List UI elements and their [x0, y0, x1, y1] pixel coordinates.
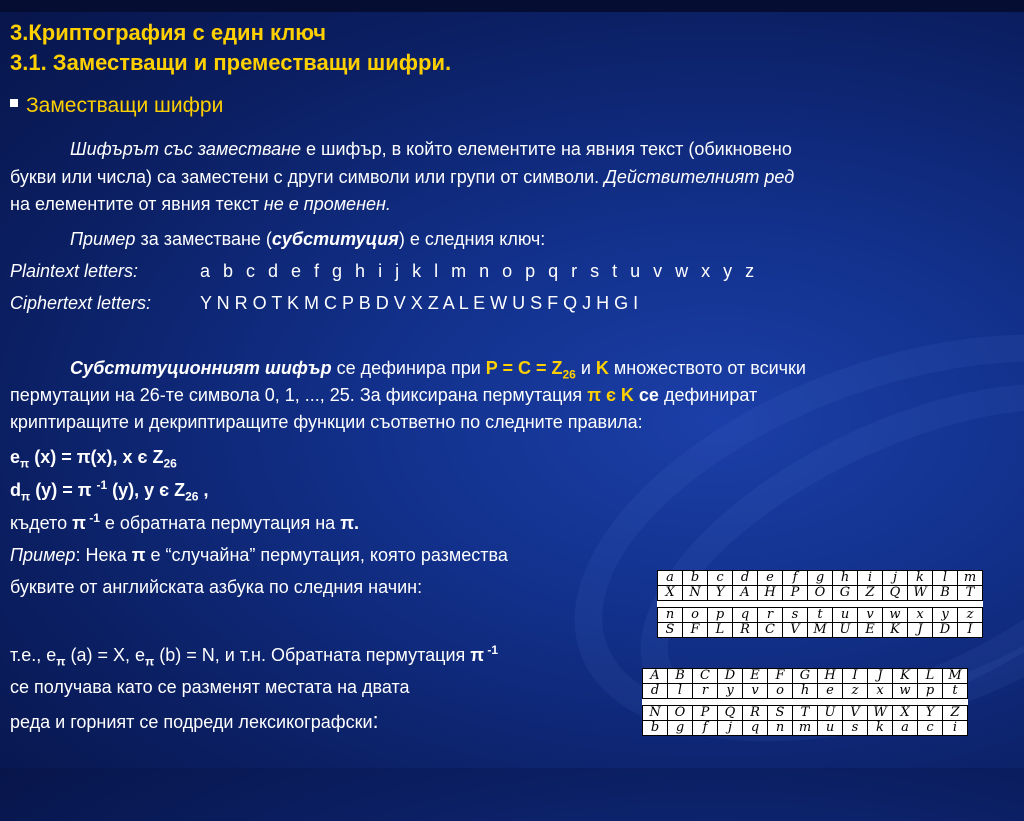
text: реда и горният се подреди лексикографски [10, 712, 373, 732]
table-row [643, 669, 968, 684]
text: (y) = π [30, 480, 97, 500]
paragraph-2-line-1 [10, 355, 806, 381]
table-cell: d [733, 571, 758, 586]
table-cell: Q [883, 586, 908, 601]
table-cell: n [658, 608, 683, 623]
table-cell: P [693, 706, 718, 721]
formula-decrypt [10, 477, 208, 503]
example-2-line-1 [10, 542, 508, 568]
table-cell: m [958, 571, 983, 586]
table-cell: k [908, 571, 933, 586]
table-cell: M [943, 669, 968, 684]
table-cell: U [833, 623, 858, 638]
subscript: 26 [163, 456, 177, 471]
table-cell: j [883, 571, 908, 586]
table-cell: A [733, 586, 758, 601]
section-subheading [10, 94, 223, 118]
table-cell: K [883, 623, 908, 638]
table-cell: c [708, 571, 733, 586]
table-cell: I [958, 623, 983, 638]
text-bold: π. [340, 513, 359, 533]
table-cell: q [733, 608, 758, 623]
table-cell: z [958, 608, 983, 623]
text: е шифър, в който елементите на явния текст (обикновено [301, 139, 792, 159]
table-cell: Z [943, 706, 968, 721]
text: e [10, 447, 21, 467]
table-cell: B [933, 586, 958, 601]
text-bold: π [470, 645, 485, 665]
table-cell: x [908, 608, 933, 623]
paragraph-1-line-2 [10, 164, 794, 190]
text: (b) = N, и т.н. Обратната пермутация [154, 645, 471, 665]
table-cell: s [843, 721, 868, 736]
table-cell: N [643, 706, 668, 721]
text: , [198, 480, 209, 500]
text: d [10, 480, 21, 500]
paragraph-2-line-3 [10, 409, 643, 435]
table-cell: y [933, 608, 958, 623]
table-cell: g [668, 721, 693, 736]
subscript: π [20, 456, 30, 471]
text-bold: се [633, 385, 659, 405]
table-cell: d [643, 684, 668, 699]
text: буквите от английската азбука по следния начин: [10, 577, 423, 597]
table-cell: C [693, 669, 718, 684]
plaintext-row [10, 258, 755, 284]
table-cell: t [808, 608, 833, 623]
inverse-permutation-table [642, 668, 968, 736]
table-cell: w [893, 684, 918, 699]
term-substitution: субституция [271, 229, 399, 249]
paragraph-2-line-2 [10, 382, 757, 408]
table-row [658, 623, 983, 638]
text: (y), y є Z [107, 480, 186, 500]
permutation-table [657, 570, 983, 638]
table-cell: l [933, 571, 958, 586]
table-cell: o [768, 684, 793, 699]
text: . [385, 194, 391, 214]
text: на елементите от явния текст [10, 194, 264, 214]
table-cell: S [658, 623, 683, 638]
table-cell: J [868, 669, 893, 684]
table-cell: F [768, 669, 793, 684]
ciphertext-row [10, 290, 638, 316]
formula-encrypt [10, 444, 177, 470]
ie-line-1 [10, 642, 498, 668]
text-italic: Пример [10, 545, 76, 565]
subscript: 26 [562, 367, 576, 382]
table-cell: e [758, 571, 783, 586]
table-row [643, 721, 968, 736]
text: букви или числа) са заместени с други символи или групи от символи. [10, 167, 605, 187]
table-cell: B [668, 669, 693, 684]
text: се дефинира при [331, 358, 486, 378]
table-cell: e [818, 684, 843, 699]
table-cell: X [658, 586, 683, 601]
table-cell: x [868, 684, 893, 699]
text: : [372, 708, 379, 733]
title-line-1: 3.Криптография с един ключ [10, 20, 326, 45]
table-cell: a [893, 721, 918, 736]
subscript: π [56, 654, 66, 669]
table-cell: O [668, 706, 693, 721]
top-bar [0, 0, 1024, 12]
text: където [10, 513, 73, 533]
table-cell: U [818, 706, 843, 721]
table-cell: n [768, 721, 793, 736]
table-cell: T [793, 706, 818, 721]
table-cell: t [943, 684, 968, 699]
table-cell: u [833, 608, 858, 623]
text: криптиращите и декриптиращите функции съответно по следните правила: [10, 412, 643, 432]
table-cell: v [743, 684, 768, 699]
table-cell: I [843, 669, 868, 684]
table-row [658, 586, 983, 601]
table-cell: z [843, 684, 868, 699]
ciphertext-label: Ciphertext letters: [10, 293, 152, 313]
table-cell: l [668, 684, 693, 699]
text: за заместване ( [135, 229, 272, 249]
paragraph-1-line-3 [10, 191, 391, 217]
superscript: -1 [85, 511, 100, 525]
ie-line-3 [10, 708, 379, 735]
table-cell: H [818, 669, 843, 684]
table-cell: L [918, 669, 943, 684]
table-cell: b [643, 721, 668, 736]
table-cell: Z [858, 586, 883, 601]
subscript: π [21, 489, 31, 504]
table-cell: q [743, 721, 768, 736]
table-cell: p [918, 684, 943, 699]
example-1-line [10, 226, 545, 252]
table-cell: Q [718, 706, 743, 721]
table-cell: E [858, 623, 883, 638]
table-cell: i [858, 571, 883, 586]
subheading-text: Заместващи шифри [26, 94, 224, 117]
text: множеството от всички [608, 358, 806, 378]
table-cell: s [783, 608, 808, 623]
table-cell: S [768, 706, 793, 721]
example-2-line-2 [10, 574, 422, 600]
text: (a) = X, e [65, 645, 146, 665]
table-cell: C [758, 623, 783, 638]
table-cell: O [808, 586, 833, 601]
table-cell: D [718, 669, 743, 684]
table-cell: F [683, 623, 708, 638]
table-cell: r [693, 684, 718, 699]
table-cell: Y [918, 706, 943, 721]
superscript: -1 [484, 643, 499, 657]
text-bold: π [72, 513, 86, 533]
table-cell: W [868, 706, 893, 721]
table-cell: c [918, 721, 943, 736]
text: ) е следния ключ: [398, 229, 546, 249]
table-cell: h [833, 571, 858, 586]
table-cell: J [908, 623, 933, 638]
table-cell: w [883, 608, 908, 623]
text-italic: не е променен [263, 194, 386, 214]
table-cell: Y [708, 586, 733, 601]
table-row [658, 608, 983, 623]
title-line-2: 3.1. Заместващи и преместващи шифри. [10, 50, 452, 75]
text-italic: Пример [70, 229, 136, 249]
ie-line-2 [10, 674, 410, 700]
text: : Нека [75, 545, 132, 565]
table-cell: y [718, 684, 743, 699]
table-cell: M [808, 623, 833, 638]
square-bullet-icon [10, 99, 18, 107]
text: е “случайна” пермутация, която размества [145, 545, 508, 565]
text: е обратната пермутация на [99, 513, 341, 533]
text: и [575, 358, 596, 378]
table-cell: V [843, 706, 868, 721]
table-cell: V [783, 623, 808, 638]
table-cell: h [793, 684, 818, 699]
table-cell: k [868, 721, 893, 736]
plaintext-letters: a b c d e f g h i j k l m n o p q r s t u v w x y z [200, 261, 756, 281]
table-cell: N [683, 586, 708, 601]
text: дефинират [658, 385, 758, 405]
table-cell: A [643, 669, 668, 684]
text: се получава като се разменят местата на двата [10, 677, 410, 697]
slide-title [10, 18, 451, 78]
table-cell: u [818, 721, 843, 736]
term-substitution-cipher: Шифърът със заместване [70, 139, 302, 159]
text: (x) = π(x), x є Z [29, 447, 164, 467]
table-cell: G [833, 586, 858, 601]
table-cell: a [658, 571, 683, 586]
formula-pcz: P = C = Z [485, 358, 563, 378]
term-substitution-cipher-def: Субституционният шифър [70, 358, 332, 378]
table-cell: W [908, 586, 933, 601]
table-cell: T [958, 586, 983, 601]
ciphertext-letters: Y N R O T K M C P B D V X Z A L E W U S F Q J H G I [200, 293, 639, 313]
superscript: -1 [96, 478, 108, 492]
text-italic: Действителният ред [604, 167, 795, 187]
table-cell: v [858, 608, 883, 623]
table-cell: R [733, 623, 758, 638]
table-cell: f [783, 571, 808, 586]
table-row [643, 684, 968, 699]
subscript: π [145, 654, 155, 669]
table-cell: o [683, 608, 708, 623]
table-cell: j [718, 721, 743, 736]
text-bold: π [131, 545, 146, 565]
formula-k: K [595, 358, 609, 378]
formula-pi-in-k: π є K [587, 385, 634, 405]
table-cell: H [758, 586, 783, 601]
text: т.е., e [10, 645, 57, 665]
table-cell: D [933, 623, 958, 638]
table-cell: m [793, 721, 818, 736]
table-cell: K [893, 669, 918, 684]
where-line [10, 510, 359, 536]
table-cell: X [893, 706, 918, 721]
subscript: 26 [185, 489, 199, 504]
table-cell: g [808, 571, 833, 586]
table-row [643, 706, 968, 721]
table-cell: i [943, 721, 968, 736]
table-cell: L [708, 623, 733, 638]
table-cell: R [743, 706, 768, 721]
table-cell: E [743, 669, 768, 684]
table-row [658, 571, 983, 586]
table-cell: r [758, 608, 783, 623]
text: пермутации на 26-те символа 0, 1, ..., 25. За фиксирана пермутация [10, 385, 588, 405]
table-cell: b [683, 571, 708, 586]
table-cell: G [793, 669, 818, 684]
table-cell: p [708, 608, 733, 623]
table-cell: f [693, 721, 718, 736]
plaintext-label: Plaintext letters: [10, 261, 139, 281]
table-cell: P [783, 586, 808, 601]
paragraph-1-line-1 [10, 136, 792, 162]
